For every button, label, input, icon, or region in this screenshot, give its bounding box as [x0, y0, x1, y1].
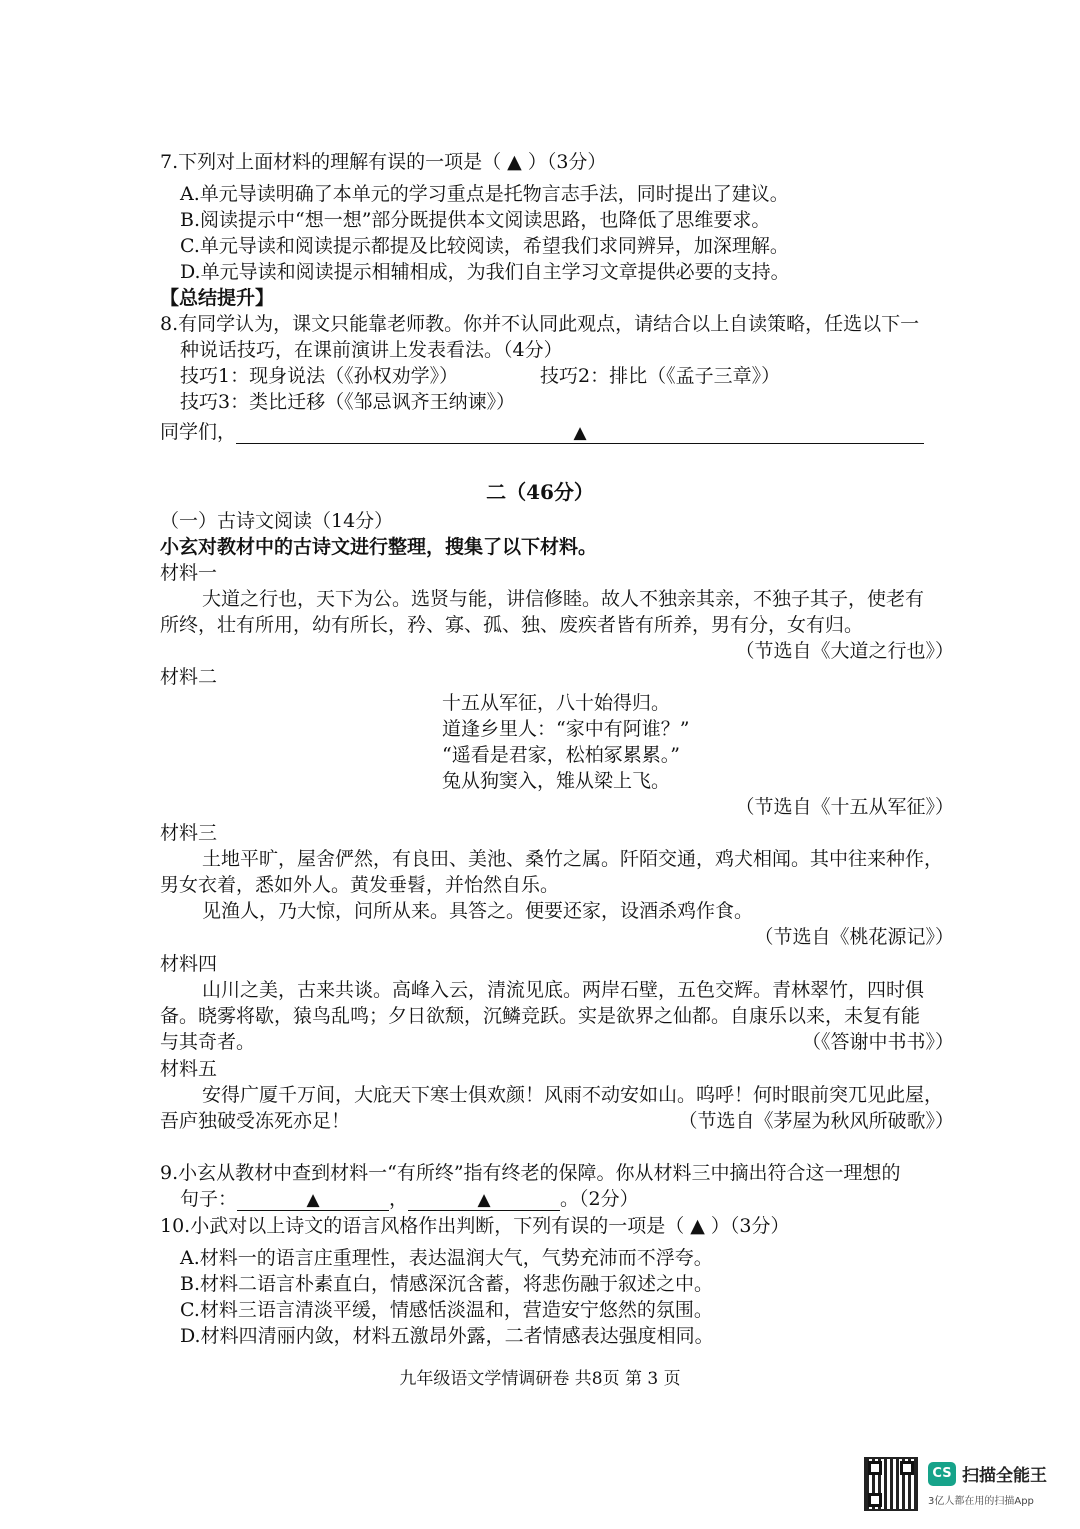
q9-suffix: 。（2分）: [560, 1188, 639, 1210]
material-4-line2: 备。晓雾将歇，猿鸟乱鸣；夕日欲颓，沉鳞竞跃。实是欲界之仙都。自康乐以来，未复有能: [160, 1005, 921, 1027]
q10-option-a: A.材料一的语言庄重理性，表达温润大气，气势充沛而不浮夸。: [180, 1247, 713, 1269]
q9-blank-1[interactable]: [237, 1188, 389, 1211]
section-subtitle: （一）古诗文阅读（14分）: [160, 510, 394, 532]
q7-option-b: B.阅读提示中“想一想”部分既提供本文阅读思路，也降低了思维要求。: [180, 209, 771, 231]
material-1-label: 材料一: [160, 562, 218, 584]
material-3-source: （节选自《桃花源记》）: [754, 926, 954, 948]
triangle-icon: ▲: [306, 1190, 320, 1210]
q8-answer-blank[interactable]: [236, 421, 924, 444]
material-5-line2: 吾庐独破受冻死亦足！: [160, 1110, 351, 1132]
section-title: 二（46分）: [486, 480, 594, 504]
page-footer: 九年级语文学情调研卷 共8页 第 3 页: [399, 1369, 681, 1389]
material-5-label: 材料五: [160, 1058, 218, 1080]
material-2-source: （节选自《十五从军征》）: [735, 796, 954, 818]
material-2-label: 材料二: [160, 666, 218, 688]
section-intro: 小玄对教材中的古诗文进行整理，搜集了以下材料。: [160, 536, 598, 558]
material-4-line1: 山川之美，古来共谈。高峰入云，清流见底。两岸石壁，五色交辉。青林翠竹，四时俱: [202, 979, 925, 1001]
material-5-line1: 安得广厦千万间，大庇天下寒士俱欢颜！风雨不动安如山。呜呼！何时眼前突兀见此屋，: [202, 1084, 944, 1106]
material-1-line2: 所终，壮有所用，幼有所长，矜、寡、孤、独、废疾者皆有所养，男有分，女有归。: [160, 614, 864, 636]
triangle-icon: ▲: [573, 423, 587, 443]
q8-tip1: 技巧1：现身说法（《孙权劝学》）: [180, 365, 459, 387]
camscanner-logo-icon: CS: [928, 1462, 956, 1486]
q8-line1: 8.有同学认为，课文只能靠老师教。你并不认同此观点，请结合以上自读策略，任选以下一: [160, 313, 920, 335]
q7-stem: 7.下列对上面材料的理解有误的一项是（ ▲ ）（3分）: [160, 151, 607, 173]
q10-option-c: C.材料三语言清淡平缓，情感恬淡温和，营造安宁悠然的氛围。: [180, 1299, 713, 1321]
q8-line2: 种说话技巧，在课前演讲上发表看法。（4分）: [180, 339, 563, 361]
camscanner-name: 扫描全能王: [962, 1466, 1047, 1486]
material-4-source: （《答谢中书书》）: [801, 1031, 954, 1053]
material-4-label: 材料四: [160, 953, 218, 975]
material-4-line3: 与其奇者。: [160, 1031, 256, 1053]
material-3-line2: 男女衣着，悉如外人。黄发垂髫，并怡然自乐。: [160, 874, 560, 896]
material-1-line1: 大道之行也，天下为公。选贤与能，讲信修睦。故人不独亲其亲，不独子其子，使老有: [202, 588, 925, 610]
triangle-icon: ▲: [477, 1190, 491, 1210]
q7-option-a: A.单元导读明确了本单元的学习重点是托物言志手法，同时提出了建议。: [180, 183, 789, 205]
q9-line2: [180, 1187, 639, 1211]
material-3-label: 材料三: [160, 822, 218, 844]
q9-prefix: 句子：: [180, 1188, 238, 1210]
material-5-source: （节选自《茅屋为秋风所破歌》）: [678, 1110, 954, 1132]
q8-tip3: 技巧3：类比迁移（《邹忌讽齐王纳谏》）: [180, 391, 516, 413]
q7-option-d: D.单元导读和阅读提示相辅相成，为我们自主学习文章提供必要的支持。: [180, 261, 790, 283]
q9-separator: ，: [389, 1188, 409, 1210]
q10-option-b: B.材料二语言朴素直白，情感深沉含蓄，将悲伤融于叙述之中。: [180, 1273, 714, 1295]
camscanner-tagline: 3亿人都在用的扫描App: [928, 1496, 1034, 1507]
q10-option-d: D.材料四清丽内敛，材料五激昂外露，二者情感表达强度相同。: [180, 1325, 714, 1347]
material-3-line3: 见渔人，乃大惊，问所从来。具答之。便要还家，设酒杀鸡作食。: [202, 900, 754, 922]
q10-stem: 10.小武对以上诗文的语言风格作出判断，下列有误的一项是（ ▲ ）（3分）: [160, 1215, 790, 1237]
q7-option-c: C.单元导读和阅读提示都提及比较阅读，希望我们求同辨异，加深理解。: [180, 235, 789, 257]
material-2-line4: 兔从狗窦入，雉从梁上飞。: [442, 770, 671, 792]
q9-blank-2[interactable]: [408, 1188, 560, 1211]
material-2-line1: 十五从军征，八十始得归。: [442, 692, 671, 714]
material-2-line3: “遥看是君家，松柏冢累累。”: [442, 744, 680, 766]
q8-answer-prefix: 同学们，: [160, 421, 237, 443]
qr-code-icon: [864, 1457, 918, 1511]
material-2-line2: 道逢乡里人：“家中有阿谁？”: [442, 718, 690, 740]
q8-answer-line: [160, 420, 924, 444]
q8-tip2: 技巧2：排比（《孟子三章》）: [540, 365, 781, 387]
material-3-line1: 土地平旷，屋舍俨然，有良田、美池、桑竹之属。阡陌交通，鸡犬相闻。其中往来种作，: [202, 848, 944, 870]
q9-line1: 9.小玄从教材中查到材料一“有所终”指有终老的保障。你从材料三中摘出符合这一理想的: [160, 1162, 901, 1184]
material-1-source: （节选自《大道之行也》）: [735, 640, 954, 662]
summary-heading: 【总结提升】: [160, 287, 275, 309]
